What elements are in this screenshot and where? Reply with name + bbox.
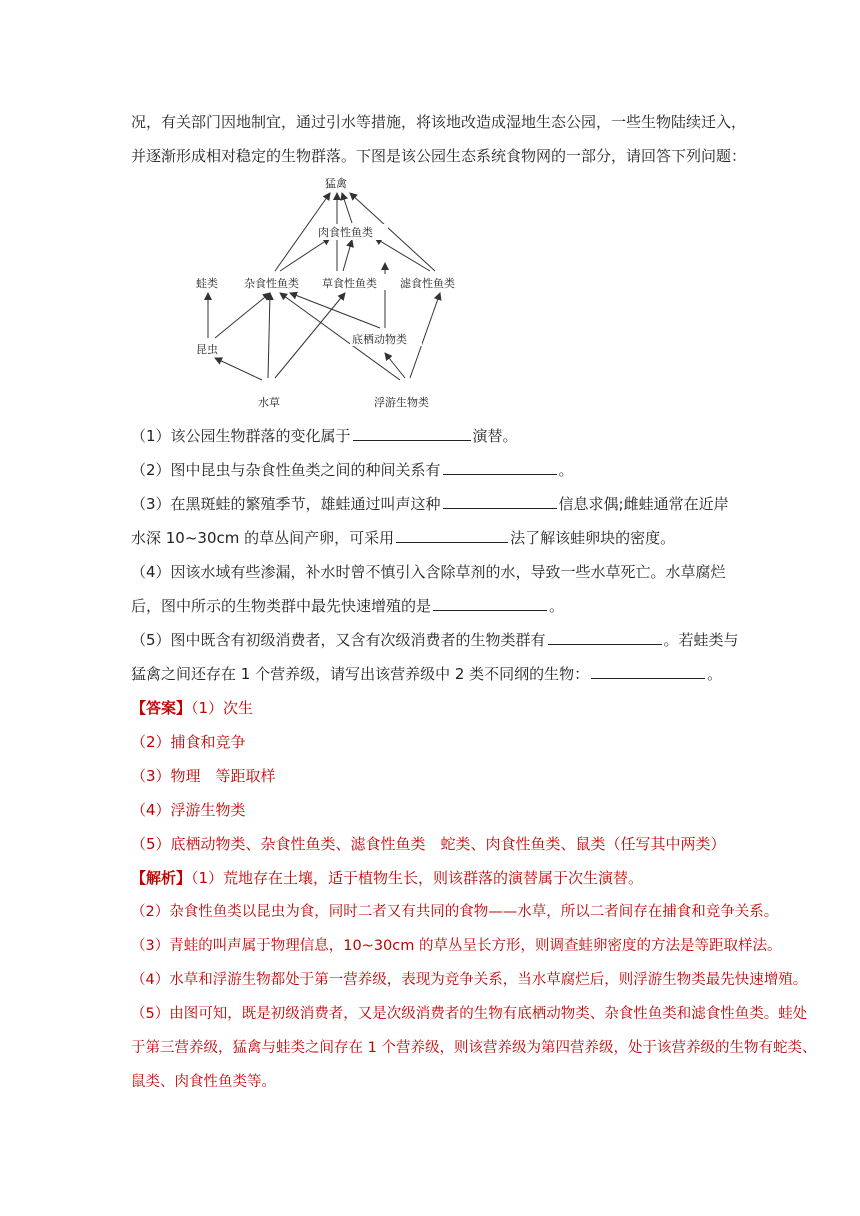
answer-3: （3）物理 等距取样 (131, 767, 276, 785)
q4-text-b: 后，图中所示的生物类群中最先快速增殖的是 (131, 597, 432, 615)
node-herbivorous-fish: 草食性鱼类 (322, 277, 377, 290)
intro-line-2: 并逐渐形成相对稳定的生物群落。下图是该公园生态系统食物网的一部分，请回答下列问题： (131, 147, 747, 165)
node-carnivorous-fish: 肉食性鱼类 (318, 226, 373, 239)
question-3-line-2 (131, 527, 675, 549)
node-raptor: 猛禽 (325, 177, 347, 190)
arrow-insect-to-omni (215, 293, 270, 338)
arrow-filter-to-carn (375, 238, 430, 271)
q1-blank[interactable] (353, 425, 471, 441)
q2-text-b: 。 (558, 461, 574, 479)
q1-text-a: （1）该公园生物群落的变化属于 (131, 427, 351, 445)
question-2 (131, 459, 574, 481)
question-1 (131, 425, 518, 447)
q3-text-a: （3）在黑斑蛙的繁殖季节，雄蛙通过叫声这种 (131, 495, 441, 513)
arrow-carn-to-raptor (342, 193, 352, 223)
answer-1: （1）次生 (191, 699, 254, 717)
q5-blank-2[interactable] (591, 663, 705, 679)
q5-text-a: （5）图中既含有初级消费者，又含有次级消费者的生物类群有 (131, 631, 546, 649)
q4-blank[interactable] (433, 595, 547, 611)
node-omnivorous-fish: 杂食性鱼类 (244, 277, 299, 290)
node-plankton: 浮游生物类 (374, 396, 429, 409)
arrow-plant-to-omni (268, 293, 270, 378)
analysis-5c: 鼠类、肉食性鱼类等。 (131, 1074, 276, 1090)
intro-line-1: 况，有关部门因地制宜，通过引水等措施，将该地改造成湿地生态公园，一些生物陆续迁入， (131, 113, 747, 131)
analysis-5a: （5）由图可知，既是初级消费者，又是次级消费者的生物有底栖动物类、杂食性鱼类和滤食性鱼类。蛙处 (131, 1006, 808, 1022)
question-5-line-2 (131, 663, 722, 685)
answer-4: （4）浮游生物类 (131, 801, 246, 819)
q5-blank-1[interactable] (548, 629, 662, 645)
analysis-line-1 (131, 867, 643, 889)
q4-text-c: 。 (549, 597, 565, 615)
node-insect: 昆虫 (196, 343, 218, 356)
question-3-line-1 (131, 493, 729, 515)
q2-text-a: （2）图中昆虫与杂食性鱼类之间的种间关系有 (131, 461, 441, 479)
q5-text-b: 。若蛙类与 (663, 631, 739, 649)
answer-5: （5）底栖动物类、杂食性鱼类、滤食性鱼类 蛇类、肉食性鱼类、鼠类（任写其中两类） (131, 835, 726, 853)
q3-blank-1[interactable] (443, 493, 557, 509)
arrow-omni-to-carn (280, 238, 330, 271)
analysis-3: （3）青蛙的叫声属于物理信息，10~30cm 的草丛呈长方形，则调查蛙卵密度的方法是等距取样法。 (131, 938, 782, 954)
analysis-5b: 于第三营养级，猛禽与蛙类之间存在 1 个营养级，则该营养级为第四营养级，处于该营养级的生物有蛇类、 (131, 1040, 817, 1056)
node-frog: 蛙类 (196, 277, 218, 290)
analysis-1: （1）荒地存在土壤，适于植物生长，则该群落的演替属于次生演替。 (191, 869, 644, 887)
node-filter-fish: 滤食性鱼类 (400, 277, 455, 290)
answer-line-1 (131, 697, 253, 719)
node-aquatic-plant: 水草 (258, 396, 280, 409)
q5-text-d: 。 (707, 665, 723, 683)
question-4-line-1: （4）因该水域有些渗漏，补水时曾不慎引入含除草剂的水，导致一些水草死亡。水草腐烂 (131, 563, 726, 581)
q5-text-c: 猛禽之间还存在 1 个营养级，请写出该营养级中 2 类不同纲的生物： (131, 665, 590, 683)
arrow-plant-to-herb (275, 293, 345, 378)
arrow-plant-to-insect (215, 358, 262, 380)
q3-text-b: 信息求偶;雌蛙通常在近岸 (558, 495, 729, 513)
answer-tag: 【答案】 (131, 699, 192, 717)
analysis-2: （2）杂食性鱼类以昆虫为食，同时二者又有共同的食物——水草，所以二者间存在捕食和竞争关系。 (131, 904, 779, 920)
arrow-herb-to-carn (343, 240, 352, 271)
analysis-tag: 【解析】 (131, 869, 192, 887)
question-4-line-2 (131, 595, 564, 617)
food-web-diagram (180, 168, 480, 418)
q3-text-c: 水深 10~30cm 的草丛间产卵，可采用 (131, 529, 395, 547)
q3-text-d: 法了解该蛙卵块的密度。 (510, 529, 676, 547)
question-5-line-1 (131, 629, 739, 651)
q2-blank[interactable] (443, 459, 557, 475)
q1-text-b: 演替。 (472, 427, 518, 445)
analysis-4: （4）水草和浮游生物都处于第一营养级，表现为竞争关系，当水草腐烂后，则浮游生物类最先快速增殖。 (131, 972, 808, 988)
arrow-plankton-to-benthic (385, 353, 405, 378)
q3-blank-2[interactable] (396, 527, 508, 543)
node-benthic: 底栖动物类 (352, 333, 407, 346)
answer-2: （2）捕食和竞争 (131, 733, 246, 751)
